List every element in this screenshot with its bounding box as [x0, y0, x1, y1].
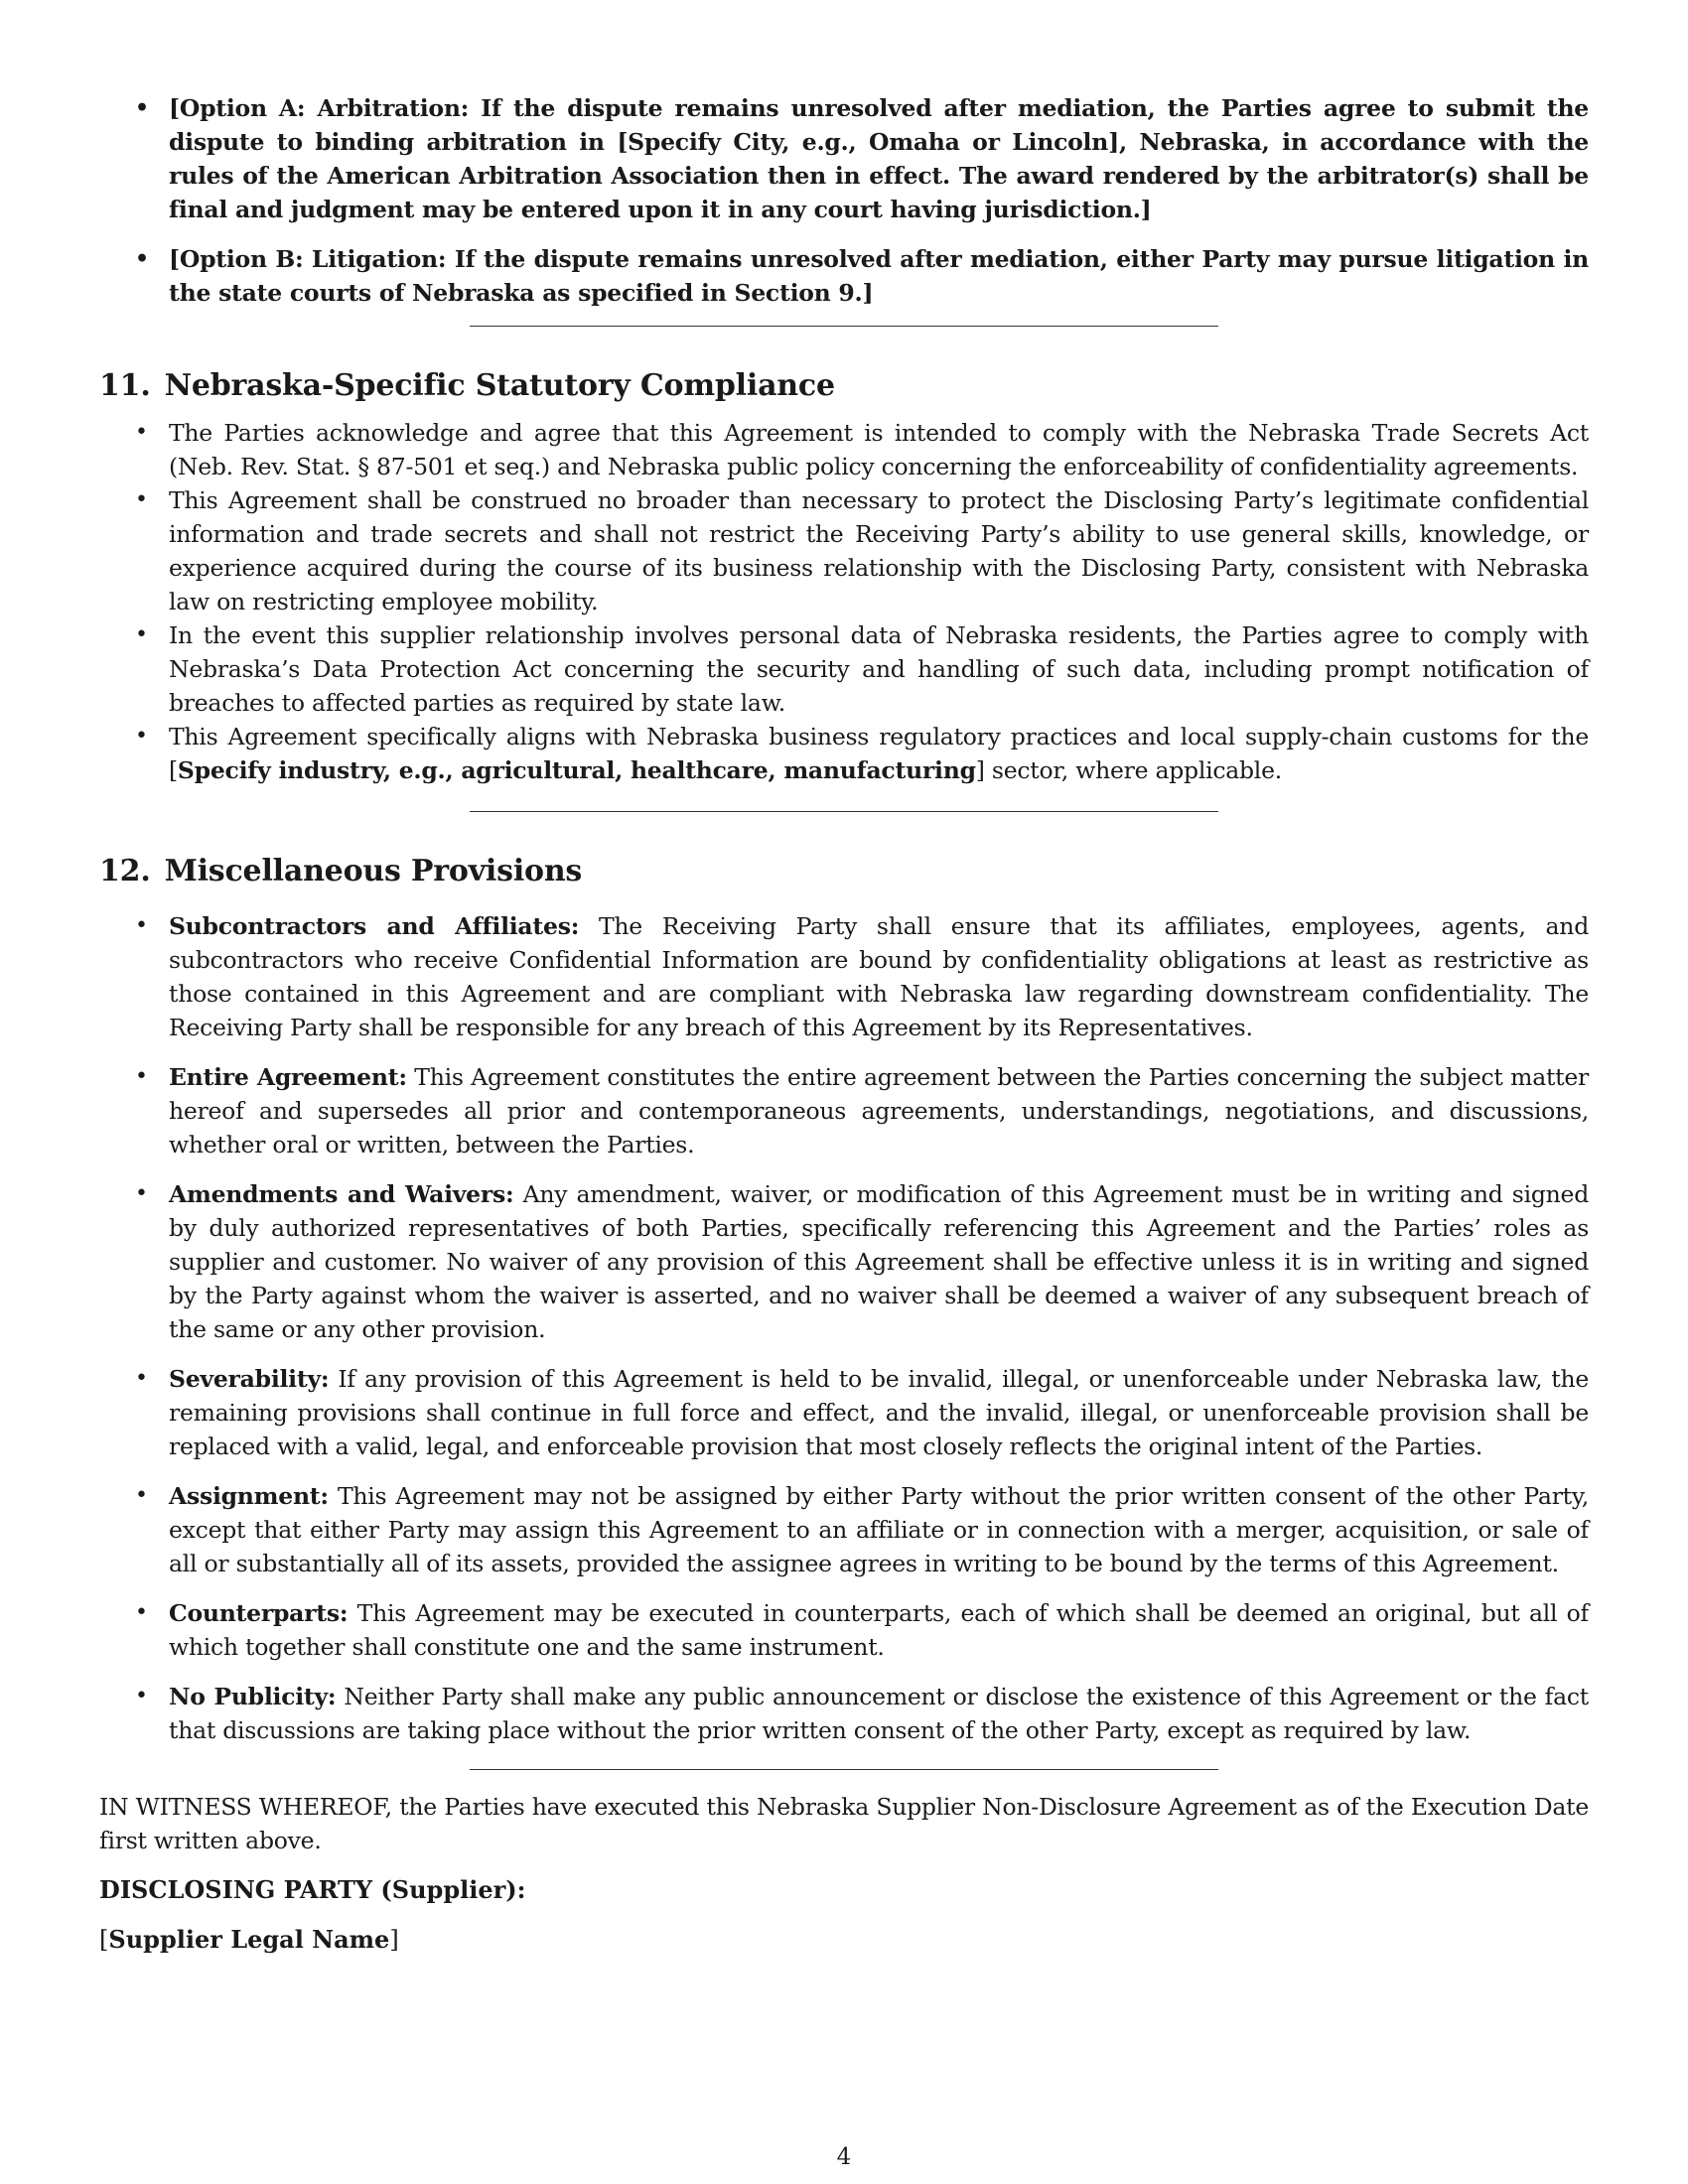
section-11-item: • The Parties acknowledge and agree that this Agreement is intended to comply with the Nebraska Trade Secrets Act (Neb. Rev. Stat. § 87-501 et seq.) and Nebraska public policy concerning the enforceability of confidentiality agreements.	[99, 416, 1589, 483]
section-11-heading	[99, 366, 1589, 406]
provision-text: This Agreement constitutes the entire agreement between the Parties concerning the subject matter hereof and supersedes all prior and contemporaneous agreements, understandings, negotiations, and discussions, whether oral or written, between the Parties.	[169, 1063, 1589, 1159]
bracket-open: [	[99, 1926, 109, 1954]
section-11-number: 11.	[99, 368, 151, 403]
option-b-litigation: • [Option B: Litigation: If the dispute remains unresolved after mediation, either Party may pursue litigation in the state courts of Nebraska as specified in Section 9.]	[99, 242, 1589, 310]
section-12-heading	[99, 852, 1589, 891]
provision-entire-agreement	[99, 1060, 1589, 1161]
provision-text: If any provision of this Agreement is held to be invalid, illegal, or unenforceable under Nebraska law, the remaining provisions shall continue in full force and effect, and the invalid, illegal, or unenforceable provision shall be replaced with a valid, legal, and enforceable provision that most closely reflects the original intent of the Parties.	[169, 1365, 1589, 1460]
section-11-title: Nebraska-Specific Statutory Compliance	[164, 368, 835, 403]
bracket-close: ]	[389, 1926, 399, 1954]
provision-counterparts	[99, 1596, 1589, 1664]
section-divider	[470, 811, 1218, 812]
provision-no-publicity	[99, 1680, 1589, 1747]
provision-text: This Agreement may be executed in counterparts, each of which shall be deemed an original, but all of which together shall constitute one and the same instrument.	[169, 1599, 1589, 1661]
provision-label: Amendments and Waivers:	[169, 1180, 514, 1208]
section-12-list	[99, 909, 1589, 1747]
provision-text: This Agreement may not be assigned by either Party without the prior written consent of the other Party, except that either Party may assign this Agreement to an affiliate or in connection with a merger, acquisition, or sale of all or substantially all of its assets, provided the assignee agrees in writing to be bound by the terms of this Agreement.	[169, 1482, 1589, 1577]
section-divider	[470, 1769, 1218, 1770]
section-11-item: • In the event this supplier relationship involves personal data of Nebraska residents, the Parties agree to comply with Nebraska’s Data Protection Act concerning the security and handling of such data, including prompt notification of breaches to affected parties as required by state law.	[99, 618, 1589, 720]
option-a-arbitration: • [Option A: Arbitration: If the dispute remains unresolved after mediation, the Parties agree to submit the dispute to binding arbitration in [Specify City, e.g., Omaha or Lincoln], Nebraska, in accordance with the rules of the American Arbitration Association then in effect. The award rendered by the arbitrator(s) shall be final and judgment may be entered upon it in any court having jurisdiction.]	[99, 91, 1589, 226]
provision-text: The Receiving Party shall ensure that its affiliates, employees, agents, and subcontractors who receive Confidential Information are bound by confidentiality obligations at least as restrictive as those contained in this Agreement and are compliant with Nebraska law regarding downstream confidentiality. The Receiving Party shall be responsible for any breach of this Agreement by its Representatives.	[169, 912, 1589, 1041]
provision-assignment	[99, 1479, 1589, 1580]
provision-label: Entire Agreement:	[169, 1063, 407, 1091]
provision-severability	[99, 1362, 1589, 1463]
provision-label: Counterparts:	[169, 1599, 349, 1627]
section-11-item: • This Agreement shall be construed no broader than necessary to protect the Disclosing Party’s legitimate confidential information and trade secrets and shall not restrict the Receiving Party’s ability to use general skills, knowledge, or experience acquired during the course of its business relationship with the Disclosing Party, consistent with Nebraska law on restricting employee mobility.	[99, 483, 1589, 618]
dispute-options-list	[99, 91, 1589, 310]
provision-subcontractors	[99, 909, 1589, 1044]
provision-label: Subcontractors and Affiliates:	[169, 912, 580, 940]
section-11-item-industry	[99, 720, 1589, 787]
disclosing-party-label: DISCLOSING PARTY (Supplier):	[99, 1875, 526, 1904]
industry-prefix: This Agreement specifically aligns with Nebraska business regulatory practices and local supply-chain customs for the [	[169, 723, 1589, 784]
section-11-list	[99, 416, 1589, 787]
provision-text: Neither Party shall make any public announcement or disclose the existence of this Agreement or the fact that discussions are taking place without the prior written consent of the other Party, except as required by law.	[169, 1683, 1589, 1744]
page-number: 4	[836, 2144, 852, 2170]
supplier-name-placeholder	[99, 1923, 1589, 1957]
supplier-name: Supplier Legal Name	[108, 1925, 390, 1954]
provision-amendments	[99, 1177, 1589, 1346]
provision-label: Assignment:	[169, 1482, 329, 1510]
industry-placeholder: Specify industry, e.g., agricultural, healthcare, manufacturing	[177, 756, 976, 784]
industry-suffix: ] sector, where applicable.	[975, 756, 1282, 784]
section-12-number: 12.	[99, 854, 151, 888]
document-page	[99, 91, 1589, 1957]
provision-text: Any amendment, waiver, or modification of this Agreement must be in writing and signed by duly authorized representatives of both Parties, specifically referencing this Agreement and the Parties’ roles as supplier and customer. No waiver of any provision of this Agreement shall be effective unless it is in writing and signed by the Party against whom the waiver is asserted, and no waiver shall be deemed a waiver of any subsequent breach of the same or any other provision.	[169, 1180, 1589, 1343]
section-divider	[470, 326, 1218, 327]
witness-statement: IN WITNESS WHEREOF, the Parties have executed this Nebraska Supplier Non-Disclosure Agreement as of the Execution Date first written above.	[99, 1793, 1589, 1854]
provision-label: Severability:	[169, 1365, 330, 1393]
section-12-title: Miscellaneous Provisions	[164, 854, 583, 888]
provision-label: No Publicity:	[169, 1683, 337, 1710]
